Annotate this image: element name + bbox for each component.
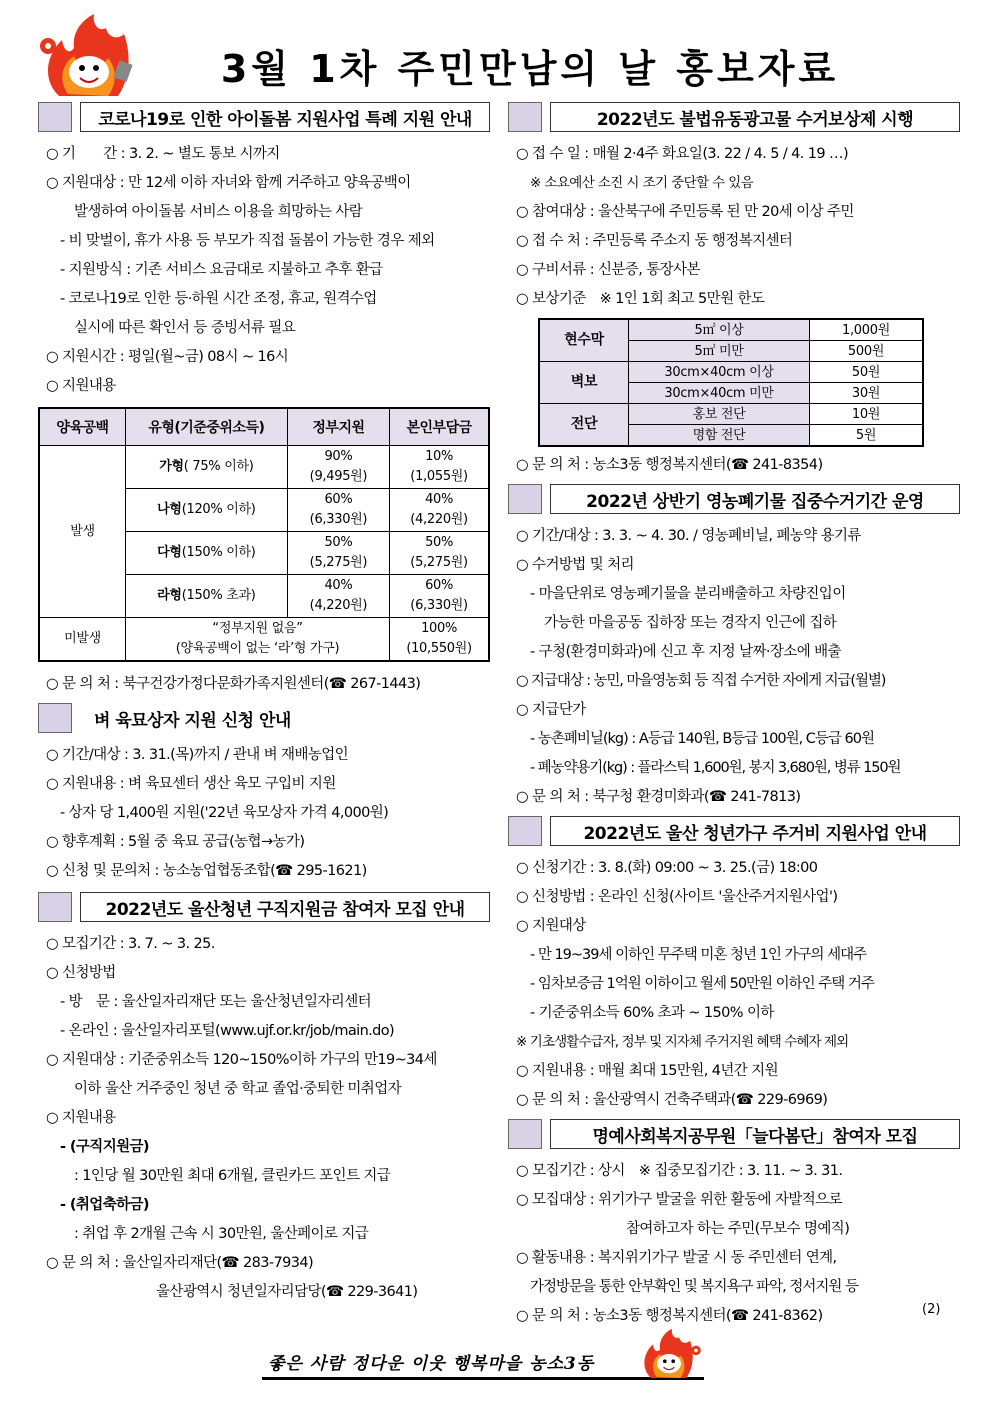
text-line: - 만 19~39세 이하인 무주택 미혼 청년 1인 가구의 세대주 xyxy=(530,947,867,963)
text-line: ○ 지원내용 xyxy=(46,378,116,394)
footer-slogan: 좋은 사람 정다운 이웃 행복마을 농소3동 xyxy=(268,1353,595,1374)
section-marker xyxy=(38,892,72,922)
text-line: ○ 지원내용 : 매월 최대 15만원, 4년간 지원 xyxy=(516,1063,778,1079)
text-line: - 폐농약용기(kg) : 플라스틱 1,600원, 봉지 3,680원, 병류 150원 xyxy=(530,760,901,776)
table-cell: 나형(120% 이하) xyxy=(125,489,287,532)
text-line: ○ 지급단가 xyxy=(516,702,586,718)
text-line: ○ 모집기간 : 상시 ※ 집중모집기간 : 3. 11. ~ 3. 31. xyxy=(516,1163,843,1179)
right-column xyxy=(508,100,960,1331)
table-cell: 50% (5,275원) xyxy=(287,532,389,575)
contact-line: 울산광역시 청년일자리담당(☎ 229-3641) xyxy=(156,1284,418,1300)
table-cell: 50원 xyxy=(810,362,924,383)
text-line: ○ 모집대상 : 위기가구 발굴을 위한 활동에 자발적으로 xyxy=(516,1192,842,1208)
contact-line: ○ 문 의 처 : 북구청 환경미화과(☎ 241-7813) xyxy=(516,789,801,805)
table-cell: 5㎡ 이상 xyxy=(629,319,810,341)
text-line: ○ 모집기간 : 3. 7. ~ 3. 25. xyxy=(46,936,215,952)
table-header: 유형(기준중위소득) xyxy=(125,408,287,446)
section-header xyxy=(508,482,960,516)
text-line: ○ 기간/대상 : 3. 3. ~ 4. 30. / 영농폐비닐, 폐농약 용기류 xyxy=(516,528,861,544)
table-row xyxy=(39,618,489,662)
section-header xyxy=(38,100,490,134)
text-line: - 마을단위로 영농폐기물을 분리배출하고 차량진입이 xyxy=(530,586,846,602)
table-row xyxy=(539,404,923,425)
text-line: - 방 문 : 울산일자리재단 또는 울산청년일자리센터 xyxy=(60,994,372,1010)
text-line: - 비 맞벌이, 휴가 사용 등 부모가 직접 돌봄이 가능한 경우 제외 xyxy=(60,233,435,249)
text-line: 가능한 마을공동 집하장 또는 경작지 인근에 집하 xyxy=(544,615,837,631)
text-line: ○ 접 수 일 : 매월 2·4주 화요일(3. 22 / 4. 5 / 4. 19 …) xyxy=(516,146,849,162)
text-line: ※ 소요예산 소진 시 조기 중단할 수 있음 xyxy=(530,175,754,191)
text-line: - 구청(환경미화과)에 신고 후 지정 날짜·장소에 배출 xyxy=(530,644,841,660)
table-cell: 전단 xyxy=(539,404,629,447)
table-cell: 5원 xyxy=(810,425,924,447)
mascot-logo xyxy=(34,10,144,102)
text-line: ○ 수거방법 및 처리 xyxy=(516,557,634,573)
text-line: ○ 신청방법 xyxy=(46,965,116,981)
section-marker xyxy=(508,102,542,132)
table-cell: 가형( 75% 이하) xyxy=(125,446,287,489)
text-line: 발생하여 아이돌봄 서비스 이용을 희망하는 사람 xyxy=(74,204,363,220)
contact-line: ○ 문 의 처 : 북구건강가정다문화가족지원센터(☎ 267-1443) xyxy=(46,676,421,692)
text-line: ○ 신청 및 문의처 : 농소농업협동조합(☎ 295-1621) xyxy=(46,863,367,879)
text-line: - 상자 당 1,400원 지원('22년 육모상자 가격 4,000원) xyxy=(60,805,389,821)
table-cell: 현수막 xyxy=(539,319,629,362)
table-cell: 명함 전단 xyxy=(629,425,810,447)
text-line: 참여하고자 하는 주민(무보수 명예직) xyxy=(626,1221,850,1237)
text-line: ○ 지급대상 : 농민, 마을영농회 등 직접 수거한 자에게 지급(월별) xyxy=(516,673,886,689)
text-line: - 임차보증금 1억원 이하이고 월세 50만원 이하인 주택 거주 xyxy=(530,976,874,992)
table-cell: 5㎡ 미만 xyxy=(629,341,810,362)
table-cell: 100% (10,550원) xyxy=(390,618,489,662)
section-marker xyxy=(508,816,542,846)
text-line: - (구직지원금) xyxy=(60,1139,149,1155)
section-marker xyxy=(38,703,72,733)
page-title: 3월 1차 주민만남의 날 홍보자료 xyxy=(220,47,840,91)
section-header xyxy=(508,1117,960,1151)
table-header: 본인부담금 xyxy=(390,408,489,446)
table-cell: 미발생 xyxy=(39,618,125,662)
table-row xyxy=(539,362,923,383)
table-cell: 30cm×40cm 미만 xyxy=(629,383,810,404)
table-cell: 40% (4,220원) xyxy=(287,575,389,618)
text-line: ※ 기초생활수급자, 정부 및 지자체 주거지원 혜택 수혜자 제외 xyxy=(516,1034,849,1050)
text-line: ○ 보상기준 ※ 1인 1회 최고 5만원 한도 xyxy=(516,291,765,307)
section-title: 2022년도 울산 청년가구 주거비 지원사업 안내 xyxy=(550,816,960,846)
text-line: ○ 기간/대상 : 3. 31.(목)까지 / 관내 벼 재배농업인 xyxy=(46,747,349,763)
text-line: - 지원방식 : 기존 서비스 요금대로 지불하고 추후 환급 xyxy=(60,262,383,278)
table-row xyxy=(39,446,489,489)
table-cell: 500원 xyxy=(810,341,924,362)
text-line: ○ 기 간 : 3. 2. ~ 별도 통보 시까지 xyxy=(46,146,280,162)
text-line: - (취업축하금) xyxy=(60,1197,149,1213)
table-cell: 10원 xyxy=(810,404,924,425)
text-line: 이하 울산 거주중인 청년 중 학교 졸업·중퇴한 미취업자 xyxy=(74,1081,402,1097)
section-title: 명예사회복지공무원「늘다봄단」참여자 모집 xyxy=(550,1119,960,1149)
text-line: ○ 지원시간 : 평일(월~금) 08시 ~ 16시 xyxy=(46,349,289,365)
table-header: 정부지원 xyxy=(287,408,389,446)
text-line: ○ 신청방법 : 온라인 신청(사이트 '울산주거지원사업') xyxy=(516,889,838,905)
text-line: ○ 지원내용 : 벼 육묘센터 생산 육모 구입비 지원 xyxy=(46,776,336,792)
reward-table xyxy=(538,318,924,447)
table-cell: 40% (4,220원) xyxy=(390,489,489,532)
text-line: ○ 신청기간 : 3. 8.(화) 09:00 ~ 3. 25.(금) 18:00 xyxy=(516,860,818,876)
page-number: (2) xyxy=(922,1302,941,1317)
table-cell: 60% (6,330원) xyxy=(287,489,389,532)
contact-line: ○ 문 의 처 : 울산광역시 건축주택과(☎ 229-6969) xyxy=(516,1092,828,1108)
table-cell: 발생 xyxy=(39,446,125,618)
section-title: 2022년도 울산청년 구직지원금 참여자 모집 안내 xyxy=(80,892,490,922)
table-cell: 1,000원 xyxy=(810,319,924,341)
text-line: - 농촌폐비닐(kg) : A등급 140원, B등급 100원, C등급 60원 xyxy=(530,731,875,747)
text-line: ○ 향후계획 : 5월 중 육묘 공급(농협→농가) xyxy=(46,834,305,850)
mascot-small-logo xyxy=(636,1326,702,1382)
table-cell: 다형(150% 이하) xyxy=(125,532,287,575)
contact-line: ○ 문 의 처 : 울산일자리재단(☎ 283-7934) xyxy=(46,1255,314,1271)
section-marker xyxy=(508,484,542,514)
table-header: 양육공백 xyxy=(39,408,125,446)
text-line: ○ 지원내용 xyxy=(46,1110,116,1126)
section-title: 2022년 상반기 영농폐기물 집중수거기간 운영 xyxy=(550,484,960,514)
text-line: ○ 구비서류 : 신분증, 통장사본 xyxy=(516,262,700,278)
table-row xyxy=(539,319,923,341)
text-line: ○ 참여대상 : 울산북구에 주민등록 된 만 20세 이상 주민 xyxy=(516,204,854,220)
table-cell: 10% (1,055원) xyxy=(390,446,489,489)
section-header xyxy=(38,701,490,735)
section-title: 코로나19로 인한 아이돌봄 지원사업 특례 지원 안내 xyxy=(80,102,490,132)
text-line: ○ 지원대상 xyxy=(516,918,586,934)
table-cell: 60% (6,330원) xyxy=(390,575,489,618)
text-line: ○ 활동내용 : 복지위기가구 발굴 시 동 주민센터 연계, xyxy=(516,1250,837,1266)
text-line: ○ 지원대상 : 기준중위소득 120~150%이하 가구의 만19~34세 xyxy=(46,1052,437,1068)
table-cell: 30원 xyxy=(810,383,924,404)
section-header xyxy=(508,100,960,134)
text-line: ○ 지원대상 : 만 12세 이하 자녀와 함께 거주하고 양육공백이 xyxy=(46,175,411,191)
section-header xyxy=(38,890,490,924)
table-cell: 벽보 xyxy=(539,362,629,404)
table-cell: 라형(150% 초과) xyxy=(125,575,287,618)
childcare-support-table xyxy=(38,407,490,662)
text-line: 실시에 따른 확인서 등 증빙서류 필요 xyxy=(74,320,296,336)
contact-line: ○ 문 의 처 : 농소3동 행정복지센터(☎ 241-8362) xyxy=(516,1308,823,1324)
text-line: : 취업 후 2개월 근속 시 30만원, 울산페이로 지급 xyxy=(74,1226,369,1242)
table-cell: 홍보 전단 xyxy=(629,404,810,425)
table-cell: 50% (5,275원) xyxy=(390,532,489,575)
text-line: - 기준중위소득 60% 초과 ~ 150% 이하 xyxy=(530,1005,774,1021)
text-line: 가정방문을 통한 안부확인 및 복지욕구 파악, 정서지원 등 xyxy=(530,1279,859,1295)
text-line: - 온라인 : 울산일자리포털(www.ujf.or.kr/job/main.do) xyxy=(60,1023,395,1039)
left-column xyxy=(38,100,490,1307)
section-title: 2022년도 불법유동광고물 수거보상제 시행 xyxy=(550,102,960,132)
text-line: - 코로나19로 인한 등·하원 시간 조정, 휴교, 원격수업 xyxy=(60,291,377,307)
table-cell: “정부지원 없음” (양육공백이 없는 ‘라’형 가구) xyxy=(125,618,389,662)
text-line: ○ 접 수 처 : 주민등록 주소지 동 행정복지센터 xyxy=(516,233,793,249)
text-line: : 1인당 월 30만원 최대 6개월, 클린카드 포인트 지급 xyxy=(74,1168,391,1184)
section-marker xyxy=(508,1119,542,1149)
section-header xyxy=(508,814,960,848)
table-cell: 90% (9,495원) xyxy=(287,446,389,489)
section-title: 벼 육묘상자 지원 신청 안내 xyxy=(94,710,291,731)
section-marker xyxy=(38,102,72,132)
contact-line: ○ 문 의 처 : 농소3동 행정복지센터(☎ 241-8354) xyxy=(516,457,823,473)
table-cell: 30cm×40cm 이상 xyxy=(629,362,810,383)
